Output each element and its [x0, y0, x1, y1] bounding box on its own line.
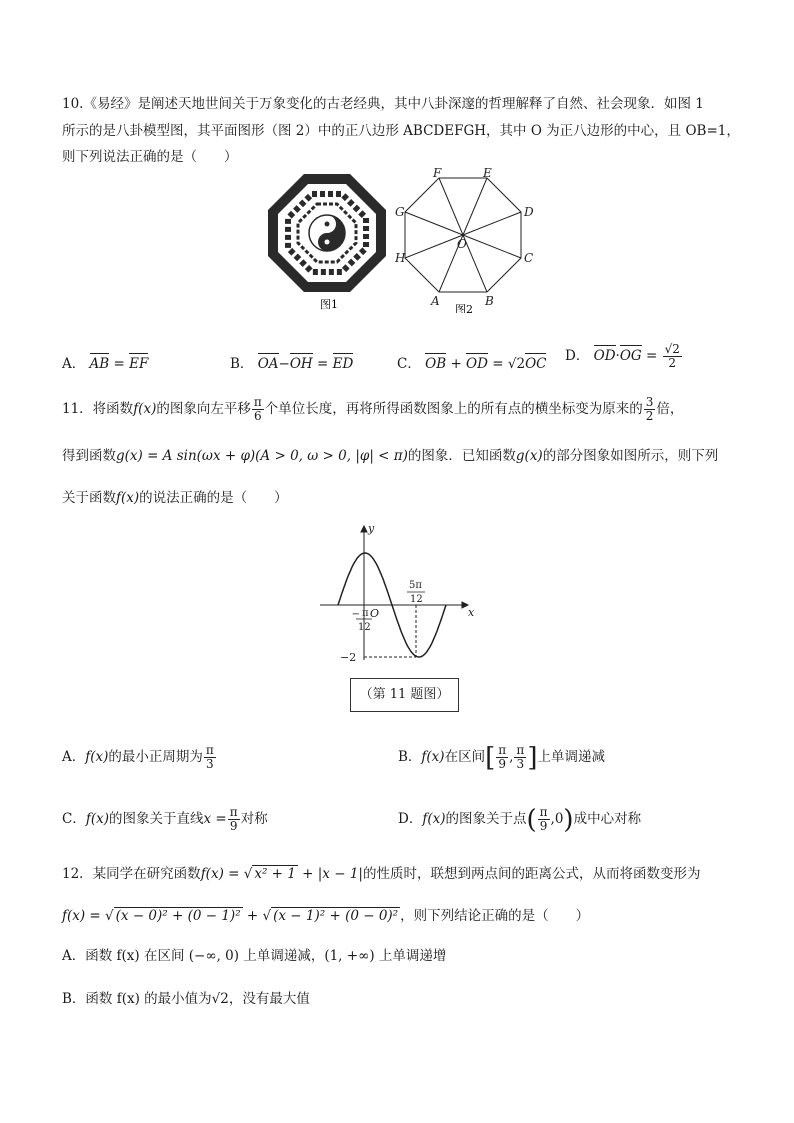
- label-D: D: [524, 205, 534, 219]
- label-A: A: [431, 294, 440, 308]
- origin-label: O: [370, 607, 380, 620]
- q10-option-D[interactable]: D． OD·OG = $\frac{√2}{2}$: [565, 342, 680, 370]
- label-O: O: [457, 237, 467, 251]
- label-F: F: [433, 168, 442, 180]
- x-label: x: [468, 606, 475, 619]
- q10-line2: 所示的是八卦模型图，其平面图形（图 2）中的正八边形 ABCDEFGH，其中 O 为正八边形的中心，且 OB=1，: [62, 123, 740, 139]
- octagon-figure: [395, 168, 535, 313]
- neg-tick-prefix: −: [351, 609, 360, 620]
- q12-option-B[interactable]: B．函数 f(x) 的最小值为√2，没有最大值: [62, 991, 310, 1007]
- q11-line3: 关于函数f(x)的说法正确的是（ ）: [62, 490, 288, 506]
- bagua-figure: [262, 170, 392, 312]
- q12-option-A[interactable]: A．函数 f(x) 在区间 (−∞, 0) 上单调递减，(1, +∞) 上单调递增: [62, 948, 447, 964]
- pos-tick-num: 5π: [409, 580, 422, 591]
- q11-option-C[interactable]: C．f(x)的图象关于直线x = $\frac{\pi}{9}$ 对称: [62, 805, 268, 833]
- min-label: −2: [340, 651, 357, 664]
- q12-line1: 12．某同学在研究函数f(x) = √ x² + 1 + |x − 1|的性质时，联想到两点间的距离公式，从而将函数变形为: [62, 866, 701, 882]
- q11-line2: 得到函数g(x) = A sin(ωx + φ)(A > 0, ω > 0, |φ| < π)的图象．已知函数g(x)的部分图象如图所示，则下列: [62, 448, 719, 464]
- q11-option-A[interactable]: A．f(x)的最小正周期为 $\frac{\pi}{3}$: [62, 743, 214, 771]
- q11-line1: 11．将函数f(x)的图象向左平移 $\frac{\pi}{6}$ 个单位长度，再将所得函数图象上的所有点的横坐标变为原来的 $\frac{3}{2}$ 倍，: [62, 395, 684, 423]
- q10-line3: 则下列说法正确的是（ ）: [62, 149, 238, 165]
- neg-tick-num: π: [362, 608, 369, 619]
- q10-option-B[interactable]: B． OA−OH = ED: [230, 356, 354, 372]
- q10-option-C[interactable]: C． OB + OD = √2OC: [397, 356, 547, 372]
- q12-line2: f(x) = √ (x − 0)² + (0 − 1)² + √ (x − 1)² + (0 − 0)² ，则下列结论正确的是（ ）: [62, 908, 590, 924]
- fig2-caption: 图2: [455, 303, 473, 313]
- label-H: H: [395, 251, 406, 265]
- q11-option-B[interactable]: B．f(x)在区间[ $\frac{\pi}{9}$ , $\frac{\pi}{3}$ ]上单调递减: [398, 742, 605, 773]
- label-E: E: [483, 168, 492, 180]
- q11-option-D[interactable]: D．f(x)的图象关于点( $\frac{\pi}{9}$ ,0)成中心对称: [398, 804, 642, 835]
- q11-caption: （第 11 题图）: [350, 678, 459, 712]
- label-G: G: [395, 205, 405, 219]
- fig1-caption: 图1: [320, 298, 338, 311]
- q10-line1: 10.《易经》是阐述天地世间关于万象变化的古老经典，其中八卦深邃的哲理解释了自然、社会现象．如图 1: [62, 96, 704, 112]
- label-B: B: [485, 294, 494, 308]
- neg-tick-den: 12: [358, 622, 371, 633]
- sine-graph: [318, 520, 478, 670]
- label-C: C: [524, 251, 534, 265]
- q10-option-A[interactable]: A． AB = EF: [62, 356, 149, 372]
- pos-tick-den: 12: [410, 594, 423, 605]
- y-label: y: [368, 522, 375, 535]
